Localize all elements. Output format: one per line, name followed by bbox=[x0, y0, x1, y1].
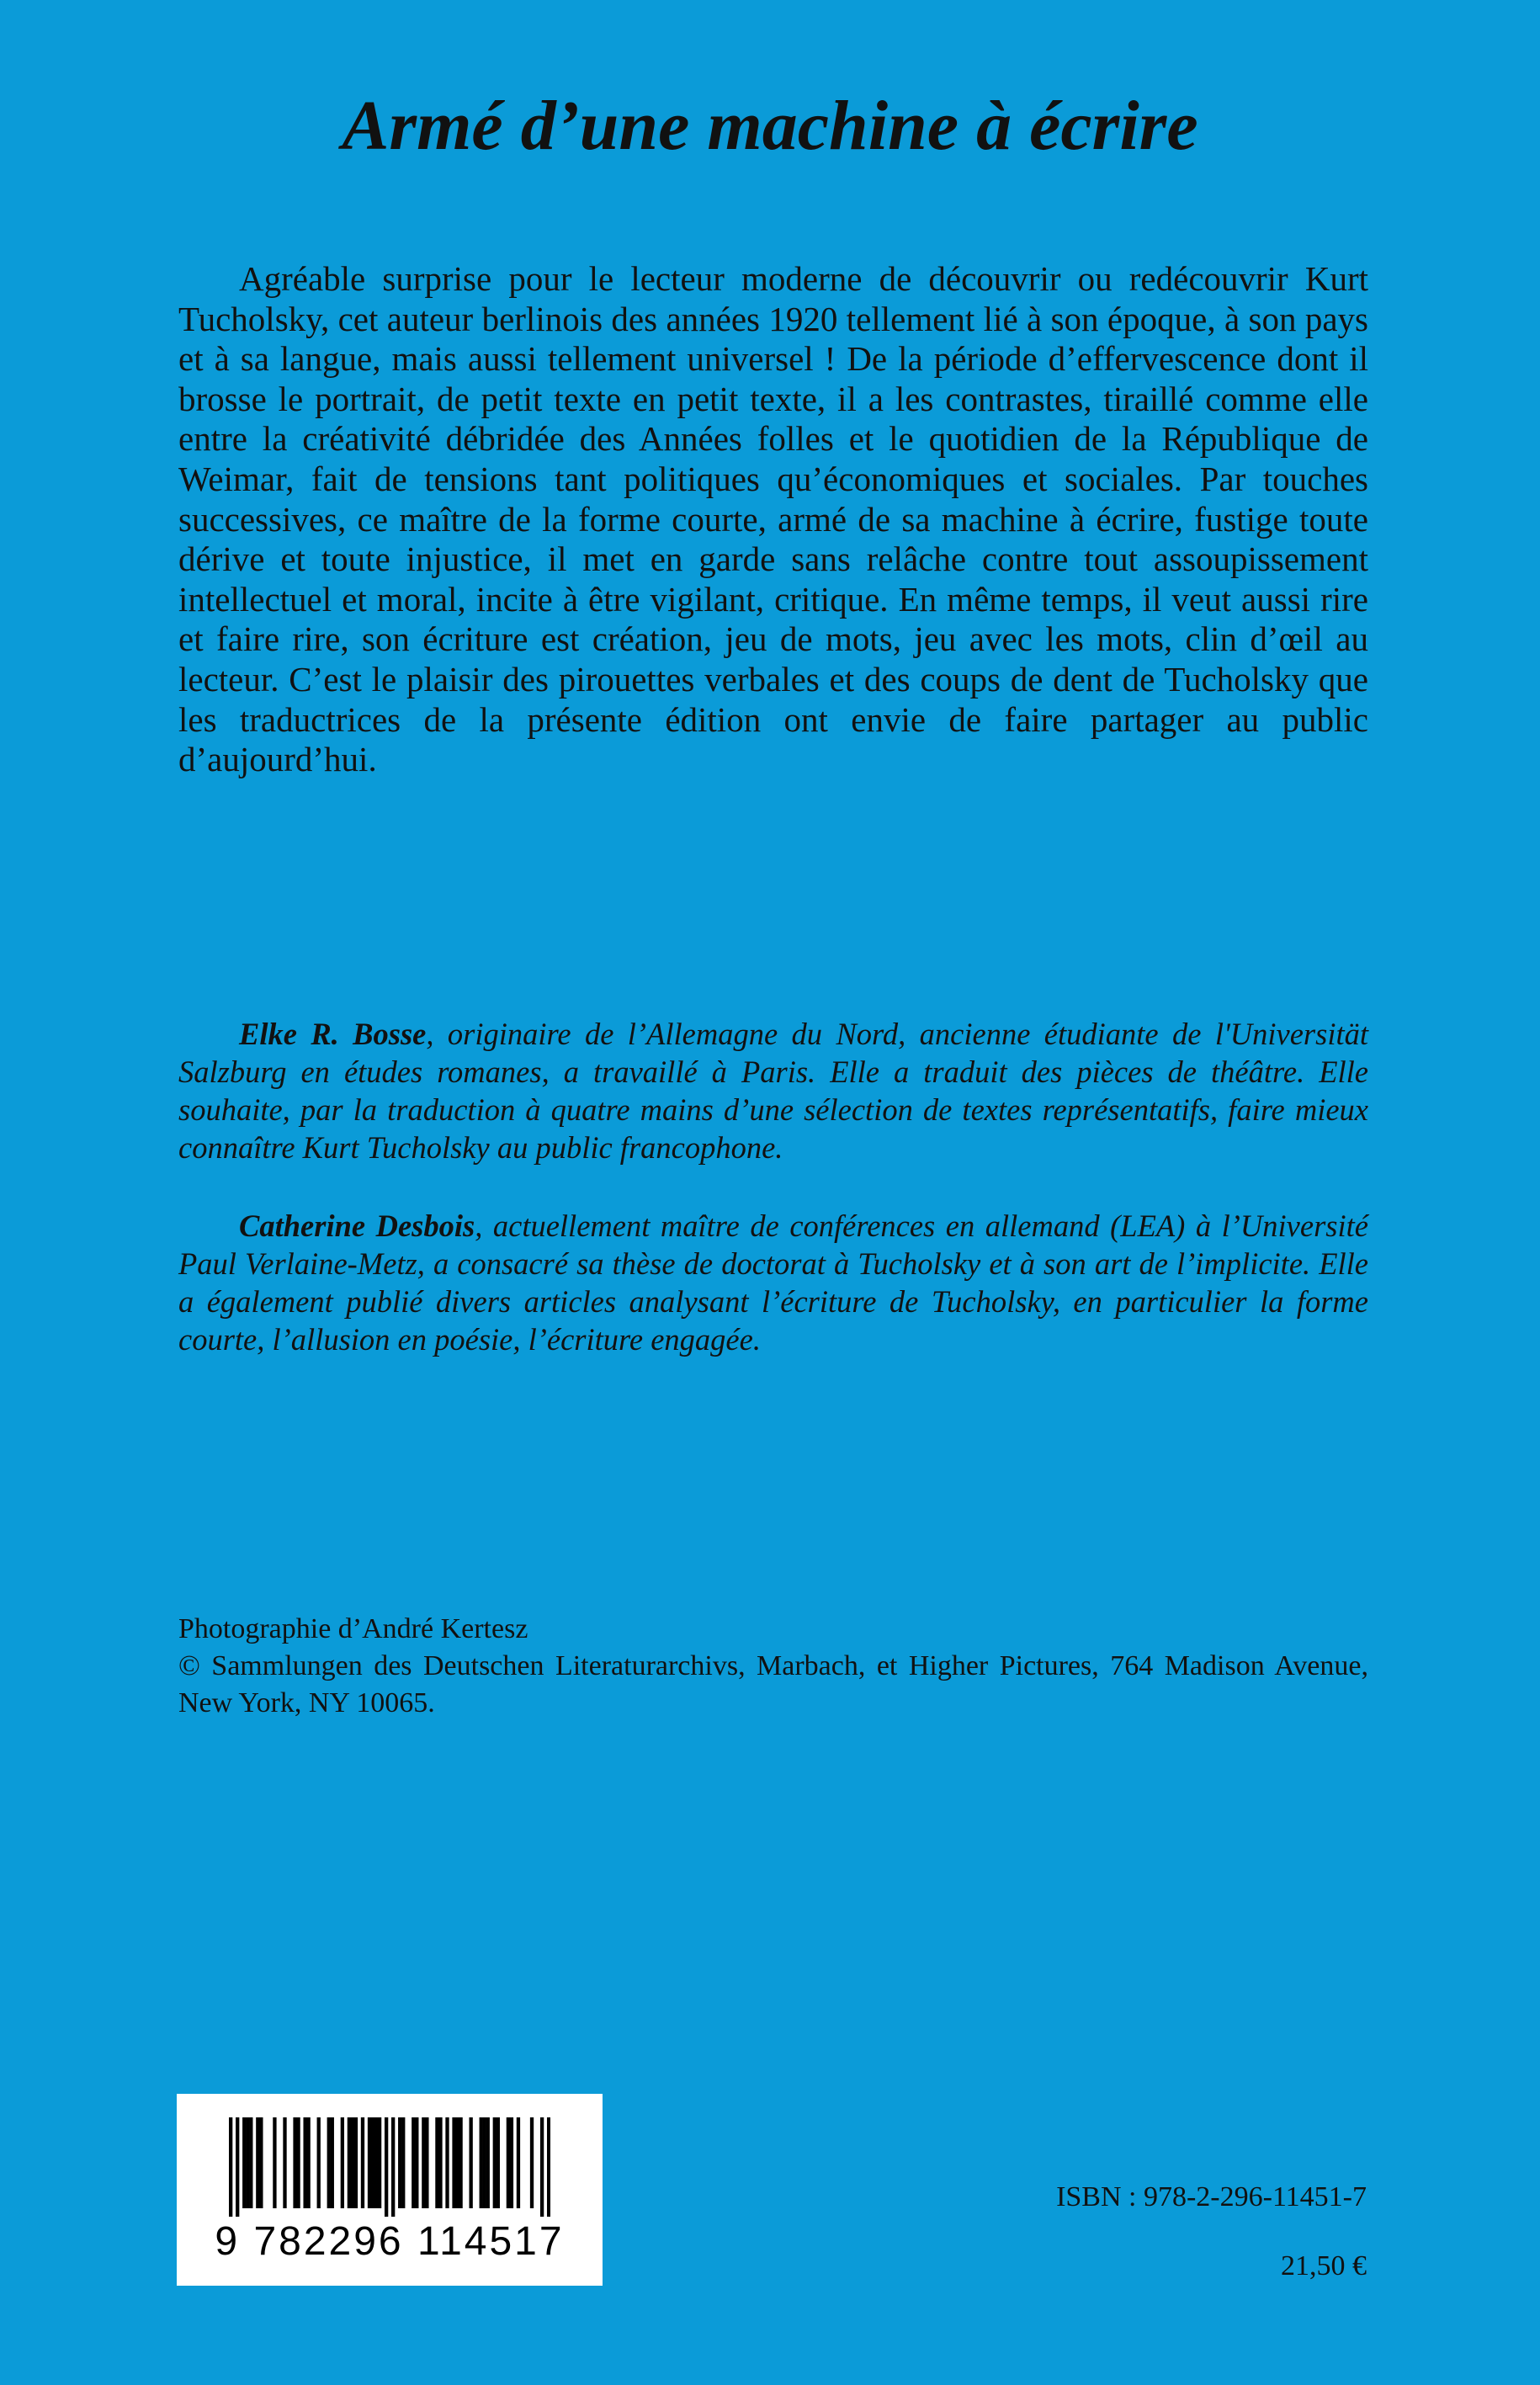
barcode-bar bbox=[486, 2117, 490, 2208]
barcode-bar bbox=[483, 2117, 486, 2208]
barcode-bar bbox=[354, 2117, 358, 2208]
barcode-bar bbox=[497, 2117, 500, 2208]
barcode-bar bbox=[412, 2117, 415, 2208]
barcode-bar bbox=[341, 2117, 344, 2208]
barcode-bars bbox=[229, 2117, 550, 2217]
barcode-bar bbox=[452, 2117, 455, 2208]
barcode-bar bbox=[368, 2117, 371, 2208]
barcode-bar bbox=[422, 2117, 425, 2208]
barcode-bar bbox=[517, 2117, 520, 2208]
barcode-bar bbox=[348, 2117, 351, 2208]
barcode-bar bbox=[249, 2117, 252, 2208]
barcode-bar bbox=[293, 2117, 296, 2208]
barcode-bar bbox=[547, 2117, 550, 2217]
barcode-bar bbox=[469, 2117, 472, 2208]
barcode-bar bbox=[425, 2117, 428, 2208]
barcode-bar bbox=[306, 2117, 310, 2208]
barcode-bar bbox=[374, 2117, 378, 2208]
barcode-bar bbox=[540, 2117, 544, 2217]
author-bio-bosse bbox=[178, 1015, 1368, 1166]
barcode-bar bbox=[236, 2117, 239, 2217]
barcode-bar bbox=[331, 2117, 334, 2208]
barcode-bar bbox=[229, 2117, 232, 2217]
photo-credits bbox=[178, 1611, 1368, 1722]
barcode-bar bbox=[401, 2117, 405, 2208]
barcode-bar bbox=[273, 2117, 276, 2208]
barcode bbox=[177, 2094, 603, 2286]
isbn: ISBN : 978-2-296-11451-7 bbox=[1056, 2181, 1367, 2212]
author-bio-text: , originaire de l’Allemagne du Nord, ancienne étudiante de l'Universität Salzburg en études romanes, a travaillé à Paris. Elle a traduit des pièces de théâtre. Elle souhaite, par la traduction à quatre mains d’une sélection de textes représentatifs, faire mieux connaître Kurt Tucholsky au public francophone. bbox=[178, 1017, 1368, 1165]
price: 21,50 € bbox=[1281, 2250, 1367, 2281]
barcode-bar bbox=[493, 2117, 497, 2208]
barcode-bar bbox=[455, 2117, 459, 2208]
barcode-bar bbox=[361, 2117, 364, 2208]
barcode-bar bbox=[296, 2117, 300, 2208]
barcode-bar bbox=[507, 2117, 510, 2208]
copyright-notice: © Sammlungen des Deutschen Literaturarchivs, Marbach, et Higher Pictures, 764 Madison Avenue, New York, NY 10065. bbox=[178, 1650, 1368, 1718]
barcode-bar bbox=[415, 2117, 418, 2208]
barcode-bar bbox=[438, 2117, 442, 2208]
barcode-bar bbox=[378, 2117, 381, 2208]
barcode-bar bbox=[510, 2117, 513, 2208]
barcode-bar bbox=[398, 2117, 401, 2208]
author-bio-desbois bbox=[178, 1207, 1368, 1358]
barcode-bar bbox=[283, 2117, 286, 2208]
barcode-bar bbox=[371, 2117, 374, 2208]
barcode-bar bbox=[303, 2117, 306, 2208]
barcode-bar bbox=[435, 2117, 438, 2208]
book-title: Armé d’une machine à écrire bbox=[342, 87, 1198, 165]
barcode-bar bbox=[242, 2117, 246, 2208]
author-name: Catherine Desbois bbox=[239, 1208, 475, 1243]
barcode-bar bbox=[327, 2117, 331, 2208]
barcode-bar bbox=[256, 2117, 259, 2208]
barcode-bar bbox=[385, 2117, 388, 2217]
photo-credit: Photographie d’André Kertesz bbox=[178, 1613, 528, 1644]
barcode-bar bbox=[391, 2117, 395, 2217]
barcode-bar bbox=[459, 2117, 462, 2208]
barcode-bar bbox=[351, 2117, 354, 2208]
author-name: Elke R. Bosse bbox=[239, 1017, 427, 1051]
barcode-bar bbox=[246, 2117, 249, 2208]
barcode-bar bbox=[530, 2117, 534, 2208]
barcode-bar bbox=[445, 2117, 449, 2208]
back-cover-summary: Agréable surprise pour le lecteur moderne de découvrir ou redécouvrir Kurt Tucholsky, cet auteur berlinois des années 1920 tellement lié à son époque, à son pays et à sa langue, mais aussi tellement universel ! De la période d’effervescence dont il brosse le portrait, de petit texte en petit texte, il a les contrastes, tiraillé comme elle entre la créativité débridée des Années folles et le quotidien de la République de Weimar, fait de tensions tant politiques qu’économiques et sociales. Par touches successives, ce maître de la forme courte, armé de sa machine à écrire, fustige toute dérive et toute injustice, il met en garde sans relâche contre tout assoupissement intellectuel et moral, incite à être vigilant, critique. En même temps, il veut aussi rire et faire rire, son écriture est création, jeu de mots, jeu avec les mots, clin d’œil au lecteur. C’est le plaisir des pirouettes verbales et des coups de dent de Tucholsky que les traductrices de la présente édition ont envie de faire partager au public d’aujourd’hui. bbox=[178, 259, 1368, 779]
barcode-bar bbox=[259, 2117, 263, 2208]
barcode-bar bbox=[480, 2117, 483, 2208]
barcode-digits: 9 782296 114517 bbox=[215, 2219, 565, 2264]
author-bio-text: , actuellement maître de conférences en allemand (LEA) à l’Université Paul Verlaine-Metz, a consacré sa thèse de doctorat à Tucholsky et à son art de l’implicite. Elle a également publié divers articles analysant l’écriture de Tucholsky, en particulier la forme courte, l’allusion en poésie, l’écriture engagée. bbox=[178, 1208, 1368, 1357]
barcode-bar bbox=[317, 2117, 321, 2208]
